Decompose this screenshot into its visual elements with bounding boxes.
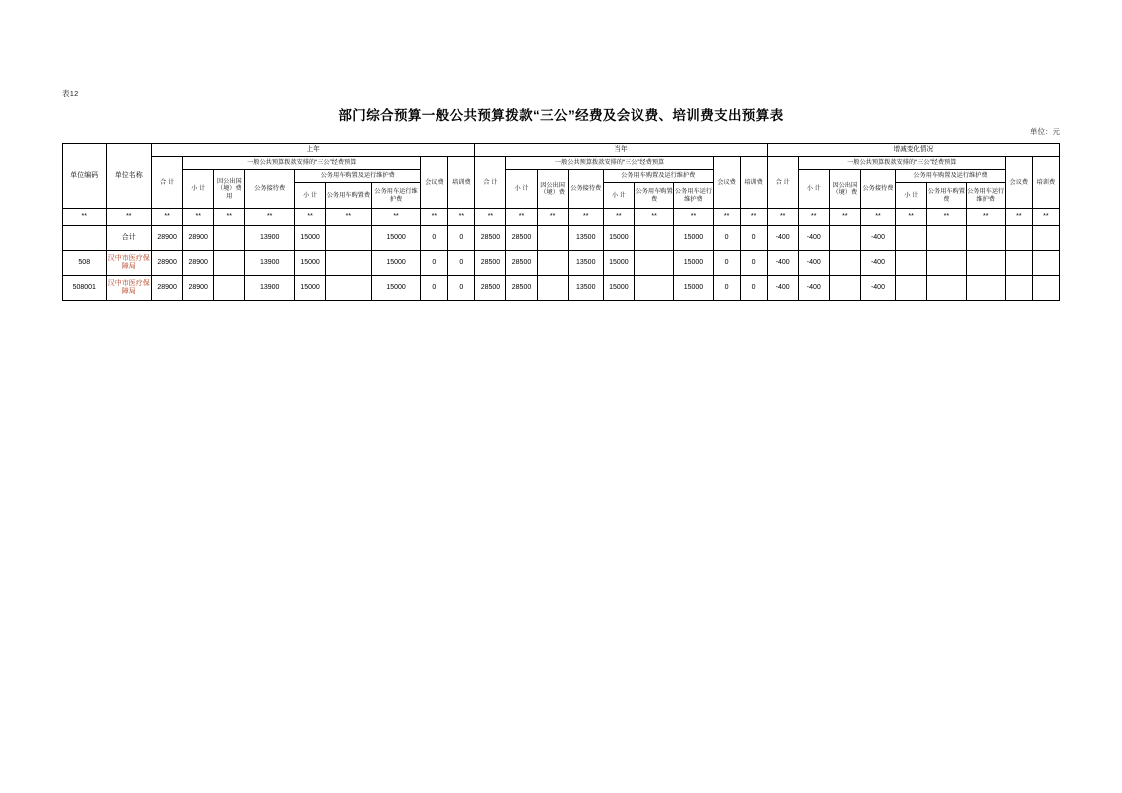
cell-change-total: -400 — [767, 276, 798, 301]
star-cell: ** — [295, 209, 326, 226]
cell-change-vehicle-subtotal — [896, 251, 927, 276]
cell-change-abroad — [829, 226, 860, 251]
cell-current-training: 0 — [740, 251, 767, 276]
header-last-training: 培训费 — [448, 157, 475, 209]
star-cell: ** — [537, 209, 568, 226]
cell-current-abroad — [537, 276, 568, 301]
star-cell: ** — [421, 209, 448, 226]
cell-last-vehicle-subtotal: 15000 — [295, 251, 326, 276]
unit-note: 单位：元 — [1030, 127, 1060, 136]
header-current-total: 合 计 — [475, 157, 506, 209]
header-change-meeting: 会议费 — [1005, 157, 1032, 209]
star-cell: ** — [245, 209, 295, 226]
cell-last-meeting: 0 — [421, 251, 448, 276]
star-cell: ** — [183, 209, 214, 226]
cell-last-training: 0 — [448, 251, 475, 276]
cell-last-vehicle-subtotal: 15000 — [295, 226, 326, 251]
cell-change-reception: -400 — [860, 276, 895, 301]
cell-change-training — [1032, 276, 1059, 301]
header-current-training: 培训费 — [740, 157, 767, 209]
header-change-total: 合 计 — [767, 157, 798, 209]
cell-change-abroad — [829, 276, 860, 301]
cell-change-reception: -400 — [860, 251, 895, 276]
header-last-vehicle-purchase: 公务用车购置费 — [326, 183, 372, 209]
cell-change-vehicle-operate — [966, 276, 1005, 301]
header-last-vehicle-operate: 公务用车运行维护费 — [371, 183, 421, 209]
header-period-last-year: 上年 — [152, 144, 475, 157]
cell-current-total: 28500 — [475, 226, 506, 251]
star-cell: ** — [767, 209, 798, 226]
cell-last-meeting: 0 — [421, 226, 448, 251]
cell-last-vehicle-operate: 15000 — [371, 251, 421, 276]
header-change-vehicle-purchase: 公务用车购置费 — [927, 183, 966, 209]
cell-current-subtotal: 28500 — [506, 226, 537, 251]
star-cell: ** — [214, 209, 245, 226]
star-cell: ** — [798, 209, 829, 226]
star-cell: ** — [1005, 209, 1032, 226]
cell-change-vehicle-subtotal — [896, 226, 927, 251]
cell-last-training: 0 — [448, 226, 475, 251]
star-cell: ** — [634, 209, 673, 226]
cell-last-training: 0 — [448, 276, 475, 301]
cell-change-vehicle-operate — [966, 226, 1005, 251]
budget-table — [62, 143, 1060, 301]
header-last-subtotal: 小 计 — [183, 170, 214, 209]
header-current-subtotal: 小 计 — [506, 170, 537, 209]
table-row — [63, 251, 1060, 276]
page-title: 部门综合预算一般公共预算拨款“三公”经费及会议费、培训费支出预算表 — [338, 108, 784, 123]
star-cell: ** — [829, 209, 860, 226]
cell-last-vehicle-operate: 15000 — [371, 226, 421, 251]
header-last-vehicle-group: 公务用车购置及运行维护费 — [295, 170, 421, 183]
header-last-abroad: 因公出国（境）费用 — [214, 170, 245, 209]
header-last-reception: 公务接待费 — [245, 170, 295, 209]
cell-current-vehicle-subtotal: 15000 — [603, 251, 634, 276]
cell-change-vehicle-operate — [966, 251, 1005, 276]
cell-last-total: 28900 — [152, 251, 183, 276]
header-change-abroad: 因公出国（境）费 — [829, 170, 860, 209]
star-cell: ** — [860, 209, 895, 226]
header-current-abroad: 因公出国（境）费 — [537, 170, 568, 209]
star-cell: ** — [371, 209, 421, 226]
cell-current-subtotal: 28500 — [506, 276, 537, 301]
header-last-vehicle-subtotal: 小 计 — [295, 183, 326, 209]
star-cell: ** — [927, 209, 966, 226]
cell-change-vehicle-purchase — [927, 226, 966, 251]
star-cell: ** — [506, 209, 537, 226]
header-current-vehicle-purchase: 公务用车购置费 — [634, 183, 673, 209]
cell-current-vehicle-subtotal: 15000 — [603, 276, 634, 301]
cell-unit-code: 508001 — [63, 276, 107, 301]
header-current-sangong-group: 一般公共预算拨款安排的“三公”经费预算 — [506, 157, 713, 170]
header-current-vehicle-operate: 公务用车运行维护费 — [674, 183, 713, 209]
budget-table-container — [62, 143, 1060, 301]
cell-current-vehicle-purchase — [634, 251, 673, 276]
cell-current-reception: 13500 — [568, 226, 603, 251]
star-cell: ** — [966, 209, 1005, 226]
cell-change-abroad — [829, 251, 860, 276]
star-cell: ** — [674, 209, 713, 226]
cell-unit-name: 汉中市医疗保障局 — [106, 276, 152, 301]
cell-change-total: -400 — [767, 251, 798, 276]
cell-last-abroad — [214, 226, 245, 251]
cell-current-vehicle-purchase — [634, 226, 673, 251]
cell-unit-name: 合计 — [106, 226, 152, 251]
header-current-meeting: 会议费 — [713, 157, 740, 209]
cell-last-meeting: 0 — [421, 276, 448, 301]
cell-current-abroad — [537, 226, 568, 251]
cell-current-meeting: 0 — [713, 251, 740, 276]
sheet-label: 表12 — [62, 89, 79, 98]
cell-current-vehicle-purchase — [634, 276, 673, 301]
cell-last-reception: 13900 — [245, 276, 295, 301]
cell-last-abroad — [214, 276, 245, 301]
cell-change-training — [1032, 226, 1059, 251]
cell-change-meeting — [1005, 226, 1032, 251]
cell-change-subtotal: -400 — [798, 251, 829, 276]
cell-last-vehicle-subtotal: 15000 — [295, 276, 326, 301]
header-unit-code: 单位编码 — [63, 144, 107, 209]
table-row-star — [63, 209, 1060, 226]
header-current-reception: 公务接待费 — [568, 170, 603, 209]
header-unit-name: 单位名称 — [106, 144, 152, 209]
cell-change-vehicle-purchase — [927, 276, 966, 301]
cell-last-subtotal: 28900 — [183, 226, 214, 251]
table-row — [63, 226, 1060, 251]
cell-current-vehicle-operate: 15000 — [674, 276, 713, 301]
cell-last-vehicle-operate: 15000 — [371, 276, 421, 301]
header-current-vehicle-group: 公务用车购置及运行维护费 — [603, 170, 713, 183]
header-change-reception: 公务接待费 — [860, 170, 895, 209]
star-cell: ** — [152, 209, 183, 226]
cell-change-meeting — [1005, 276, 1032, 301]
star-cell: ** — [106, 209, 152, 226]
star-cell: ** — [896, 209, 927, 226]
cell-current-vehicle-operate: 15000 — [674, 251, 713, 276]
cell-current-abroad — [537, 251, 568, 276]
cell-current-subtotal: 28500 — [506, 251, 537, 276]
star-cell: ** — [63, 209, 107, 226]
cell-current-training: 0 — [740, 226, 767, 251]
star-cell: ** — [448, 209, 475, 226]
star-cell: ** — [740, 209, 767, 226]
cell-last-vehicle-purchase — [326, 251, 372, 276]
header-change-sangong-group: 一般公共预算拨款安排的“三公”经费预算 — [798, 157, 1005, 170]
header-change-vehicle-operate: 公务用车运行维护费 — [966, 183, 1005, 209]
header-period-current-year: 当年 — [475, 144, 767, 157]
star-cell: ** — [475, 209, 506, 226]
cell-last-reception: 13900 — [245, 226, 295, 251]
cell-current-training: 0 — [740, 276, 767, 301]
cell-change-subtotal: -400 — [798, 276, 829, 301]
cell-last-reception: 13900 — [245, 251, 295, 276]
header-row-sangong — [63, 157, 1060, 170]
header-last-sangong-group: 一般公共预算拨款安排的“三公”经费预算 — [183, 157, 421, 170]
cell-change-vehicle-purchase — [927, 251, 966, 276]
cell-last-subtotal: 28900 — [183, 251, 214, 276]
header-last-total: 合 计 — [152, 157, 183, 209]
cell-change-vehicle-subtotal — [896, 276, 927, 301]
cell-unit-code: 508 — [63, 251, 107, 276]
cell-current-reception: 13500 — [568, 251, 603, 276]
cell-change-reception: -400 — [860, 226, 895, 251]
cell-current-total: 28500 — [475, 251, 506, 276]
table-row — [63, 276, 1060, 301]
cell-last-vehicle-purchase — [326, 226, 372, 251]
header-current-vehicle-subtotal: 小 计 — [603, 183, 634, 209]
cell-current-reception: 13500 — [568, 276, 603, 301]
header-change-subtotal: 小 计 — [798, 170, 829, 209]
cell-change-meeting — [1005, 251, 1032, 276]
header-change-vehicle-group: 公务用车购置及运行维护费 — [896, 170, 1006, 183]
star-cell: ** — [568, 209, 603, 226]
cell-current-vehicle-operate: 15000 — [674, 226, 713, 251]
cell-change-total: -400 — [767, 226, 798, 251]
star-cell: ** — [713, 209, 740, 226]
cell-last-abroad — [214, 251, 245, 276]
cell-unit-code — [63, 226, 107, 251]
cell-current-meeting: 0 — [713, 276, 740, 301]
cell-current-total: 28500 — [475, 276, 506, 301]
star-cell: ** — [326, 209, 372, 226]
header-row-vehicle-group — [63, 170, 1060, 183]
header-change-vehicle-subtotal: 小 计 — [896, 183, 927, 209]
header-row-period — [63, 144, 1060, 157]
cell-last-total: 28900 — [152, 276, 183, 301]
cell-last-vehicle-purchase — [326, 276, 372, 301]
cell-current-meeting: 0 — [713, 226, 740, 251]
header-change-training: 培训费 — [1032, 157, 1059, 209]
cell-change-subtotal: -400 — [798, 226, 829, 251]
star-cell: ** — [1032, 209, 1059, 226]
cell-current-vehicle-subtotal: 15000 — [603, 226, 634, 251]
header-period-change: 增减变化情况 — [767, 144, 1059, 157]
cell-unit-name: 汉中市医疗保障局 — [106, 251, 152, 276]
cell-last-subtotal: 28900 — [183, 276, 214, 301]
star-cell: ** — [603, 209, 634, 226]
header-last-meeting: 会议费 — [421, 157, 448, 209]
cell-last-total: 28900 — [152, 226, 183, 251]
cell-change-training — [1032, 251, 1059, 276]
